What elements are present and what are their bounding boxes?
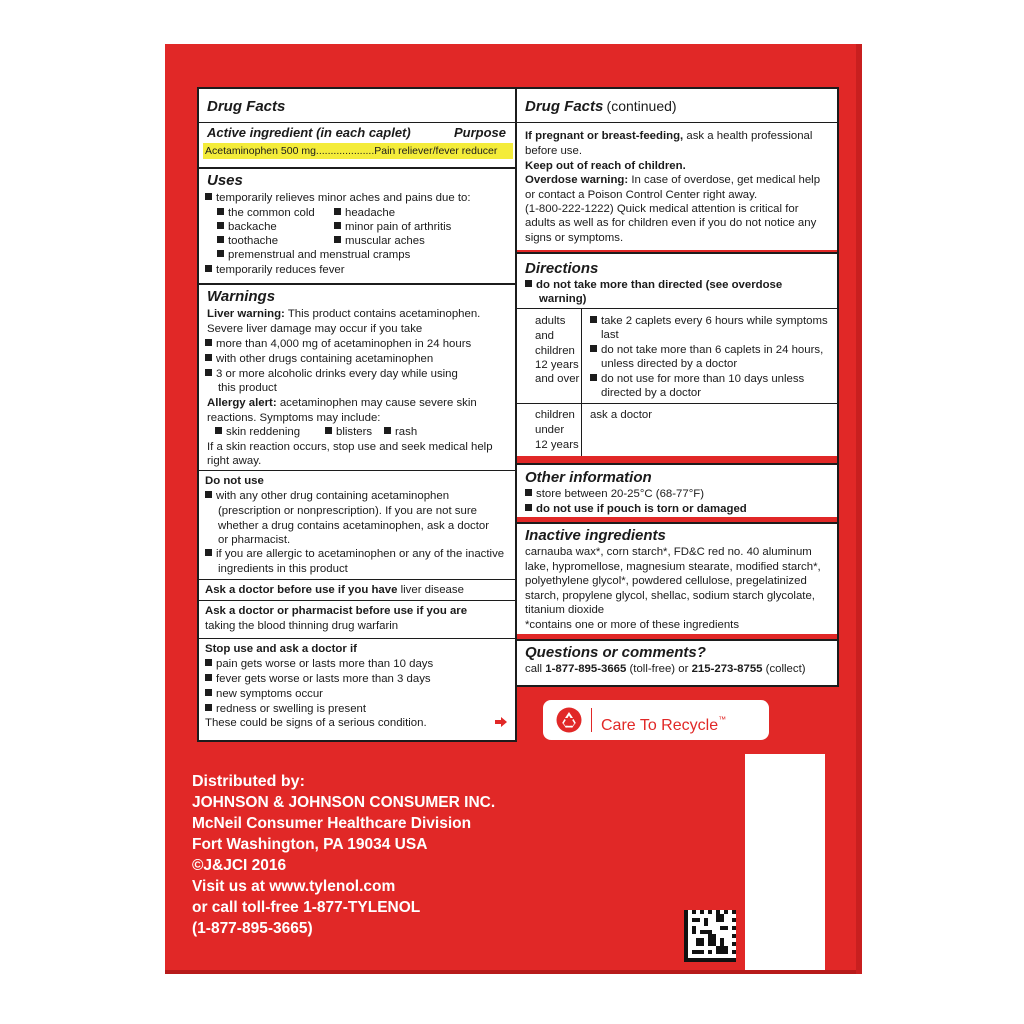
- skin-reaction-line2: right away.: [207, 455, 262, 467]
- inactive-line: polyethylene glycol*, powdered cellulose, pregelatinized: [525, 575, 807, 587]
- divider: [517, 522, 837, 524]
- use-item: minor pain of arthritis: [345, 221, 452, 233]
- divider: [199, 579, 515, 580]
- use-item: backache: [228, 221, 277, 233]
- purpose-header: Purpose: [454, 125, 507, 140]
- tollfree-label: (toll-free) or: [629, 663, 689, 675]
- overdose-line: signs or symptoms.: [525, 232, 624, 244]
- continued-label: (continued): [606, 98, 677, 114]
- pregnant-text: ask a health professional: [686, 130, 813, 142]
- allergy-alert-label: Allergy alert:: [207, 397, 277, 409]
- uses-title: Uses: [207, 172, 243, 189]
- do-not-use-line: whether a drug contains acetaminophen, ask a doctor: [218, 520, 490, 532]
- divider: [199, 638, 515, 639]
- adults-direction: directed by a doctor: [601, 387, 702, 399]
- ask-pharmacist-text: taking the blood thinning drug warfarin: [205, 620, 399, 632]
- barcode-icon: [684, 910, 736, 962]
- liver-item: more than 4,000 mg of acetaminophen in 24 hours: [216, 338, 472, 350]
- call-prefix: call: [525, 663, 543, 675]
- overdose-line: or contact a Poison Control Center right away.: [525, 189, 758, 201]
- divider: [199, 470, 515, 471]
- continue-arrow-icon: [495, 717, 507, 727]
- divider: [199, 122, 515, 123]
- allergy-item: skin reddening: [226, 426, 301, 438]
- inactive-line: titanium dioxide: [525, 604, 605, 616]
- overdose-line: adults as well as for children even if you do not notice any: [525, 217, 817, 229]
- directions-line2: warning): [539, 293, 587, 305]
- ask-doctor-label: Ask a doctor before use if you have: [205, 584, 398, 596]
- drug-facts-right-panel: [517, 87, 839, 687]
- adults-label: children: [535, 345, 575, 357]
- skin-reaction-line1: If a skin reaction occurs, stop use and seek medical help: [207, 441, 493, 453]
- recycle-icon: [556, 707, 582, 733]
- do-not-use-line: ingredients in this product: [218, 563, 348, 575]
- other-info-title: Other information: [525, 469, 652, 486]
- data-matrix-code: [684, 910, 736, 962]
- red-band: [517, 250, 837, 252]
- liver-warning-label: Liver warning:: [207, 308, 285, 320]
- phone-tollfree: 1-877-895-3665: [545, 663, 627, 675]
- keep-out-reach: Keep out of reach of children.: [525, 160, 686, 172]
- pregnant-line2: before use.: [525, 145, 582, 157]
- active-ingredient-header: Active ingredient (in each caplet): [207, 125, 411, 140]
- questions-title: Questions or comments?: [525, 644, 706, 661]
- drug-facts-title: Drug Facts: [207, 98, 286, 115]
- stop-item: new symptoms occur: [216, 688, 323, 700]
- care-to-recycle-badge: [543, 700, 769, 740]
- recycle-label: Care To Recycle: [601, 717, 719, 734]
- drug-facts-left-panel: [197, 87, 517, 742]
- directions-title: Directions: [525, 260, 599, 277]
- distributor-line: ©J&JCI 2016: [192, 857, 287, 874]
- divider: [517, 463, 837, 465]
- liver-item: 3 or more alcoholic drinks every day while using: [216, 368, 458, 380]
- divider: [517, 308, 837, 309]
- red-band: [517, 517, 837, 522]
- table-col-divider: [581, 308, 582, 456]
- liver-item: with other drugs containing acetaminophen: [216, 353, 434, 365]
- ask-pharmacist-label: Ask a doctor or pharmacist before use if you are: [205, 605, 468, 617]
- use-item: premenstrual and menstrual cramps: [228, 249, 411, 261]
- do-not-use-line: with any other drug containing acetaminophen: [216, 490, 450, 502]
- adults-label: and over: [535, 373, 580, 385]
- liver-item-cont: this product: [218, 382, 277, 394]
- adults-direction: do not take more than 6 caplets in 24 hours,: [601, 344, 824, 356]
- distributor-line: Fort Washington, PA 19034 USA: [192, 836, 428, 853]
- divider: [517, 403, 837, 404]
- inactive-title: Inactive ingredients: [525, 527, 666, 544]
- divider: [199, 167, 515, 169]
- adults-direction: take 2 caplets every 6 hours while symptoms: [601, 315, 828, 327]
- use-item: headache: [345, 207, 396, 219]
- adults-direction: do not use for more than 10 days unless: [601, 373, 805, 385]
- liver-warning-text: This product contains acetaminophen.: [287, 308, 481, 320]
- inactive-line: carnauba wax*, corn starch*, FD&C red no. 40 aluminum: [525, 546, 812, 558]
- stop-last: These could be signs of a serious condition.: [205, 717, 427, 729]
- collect-label: (collect): [765, 663, 806, 675]
- trademark: ™: [718, 715, 727, 724]
- allergy-item: blisters: [336, 426, 373, 438]
- distributor-line: McNeil Consumer Healthcare Division: [192, 815, 472, 832]
- adults-label: adults: [535, 315, 566, 327]
- active-ingredient-line: Acetaminophen 500 mg....................Pain reliever/fever reducer: [205, 145, 498, 157]
- overdose-line: (1-800-222-1222) Quick medical attention is critical for: [525, 203, 799, 215]
- adults-label: 12 years: [535, 359, 579, 371]
- red-band: [517, 456, 837, 463]
- blank-label-area: [745, 754, 825, 970]
- stop-item: pain gets worse or lasts more than 10 days: [216, 658, 434, 670]
- adults-direction: last: [601, 329, 619, 341]
- divider: [517, 122, 837, 123]
- do-not-use-title: Do not use: [205, 475, 264, 487]
- do-not-use-line: or pharmacist.: [218, 534, 291, 546]
- overdose-label: Overdose warning:: [525, 174, 629, 186]
- do-not-use-line: (prescription or nonprescription). If you are not sure: [218, 505, 477, 517]
- other-info-line: store between 20-25°C (68-77°F): [536, 488, 705, 500]
- distributed-by: Distributed by:: [192, 773, 305, 790]
- children-label: 12 years: [535, 439, 579, 451]
- uses-intro: temporarily relieves minor aches and pains due to:: [216, 192, 471, 204]
- badge-divider: [591, 708, 592, 732]
- inactive-line: lake, hypromellose, magnesium stearate, modified starch*,: [525, 561, 821, 573]
- liver-warning-line2: Severe liver damage may occur if you take: [207, 323, 423, 335]
- warnings-title: Warnings: [207, 288, 276, 305]
- other-info-line: do not use if pouch is torn or damaged: [536, 503, 747, 515]
- drug-facts-title: Drug Facts: [525, 98, 604, 115]
- adults-direction: unless directed by a doctor: [601, 358, 738, 370]
- allergy-line2: reactions. Symptoms may include:: [207, 412, 381, 424]
- divider: [517, 252, 837, 254]
- pregnant-label: If pregnant or breast-feeding,: [525, 130, 684, 142]
- overdose-text: In case of overdose, get medical help: [631, 174, 821, 186]
- inactive-line: *contains one or more of these ingredients: [525, 619, 740, 631]
- ask-doctor-text: liver disease: [400, 584, 464, 596]
- allergy-item: rash: [395, 426, 418, 438]
- phone-collect: 215-273-8755: [691, 663, 763, 675]
- divider: [517, 639, 837, 641]
- distributor-line: or call toll-free 1-877-TYLENOL: [192, 899, 421, 916]
- children-direction: ask a doctor: [590, 409, 653, 421]
- divider: [199, 600, 515, 601]
- stop-item: fever gets worse or lasts more than 3 days: [216, 673, 431, 685]
- distributor-line: Visit us at www.tylenol.com: [192, 878, 396, 895]
- use-last: temporarily reduces fever: [216, 264, 345, 276]
- distributor-line: JOHNSON & JOHNSON CONSUMER INC.: [192, 794, 496, 811]
- use-item: the common cold: [228, 207, 315, 219]
- allergy-alert-text: acetaminophen may cause severe skin: [279, 397, 477, 409]
- stop-use-title: Stop use and ask a doctor if: [205, 643, 357, 655]
- distributor-line: (1-877-895-3665): [192, 920, 313, 937]
- use-item: muscular aches: [345, 235, 425, 247]
- directions-line1: do not take more than directed (see overdose: [536, 279, 783, 291]
- red-band: [517, 634, 837, 639]
- adults-label: and: [535, 330, 555, 342]
- children-label: children: [535, 409, 575, 421]
- do-not-use-line: if you are allergic to acetaminophen or any of the inactive: [216, 548, 505, 560]
- stop-item: redness or swelling is present: [216, 703, 367, 715]
- children-label: under: [535, 424, 565, 436]
- inactive-line: starch, propylene glycol, shellac, sodium starch glycolate,: [525, 590, 815, 602]
- divider: [199, 283, 515, 285]
- use-item: toothache: [228, 235, 279, 247]
